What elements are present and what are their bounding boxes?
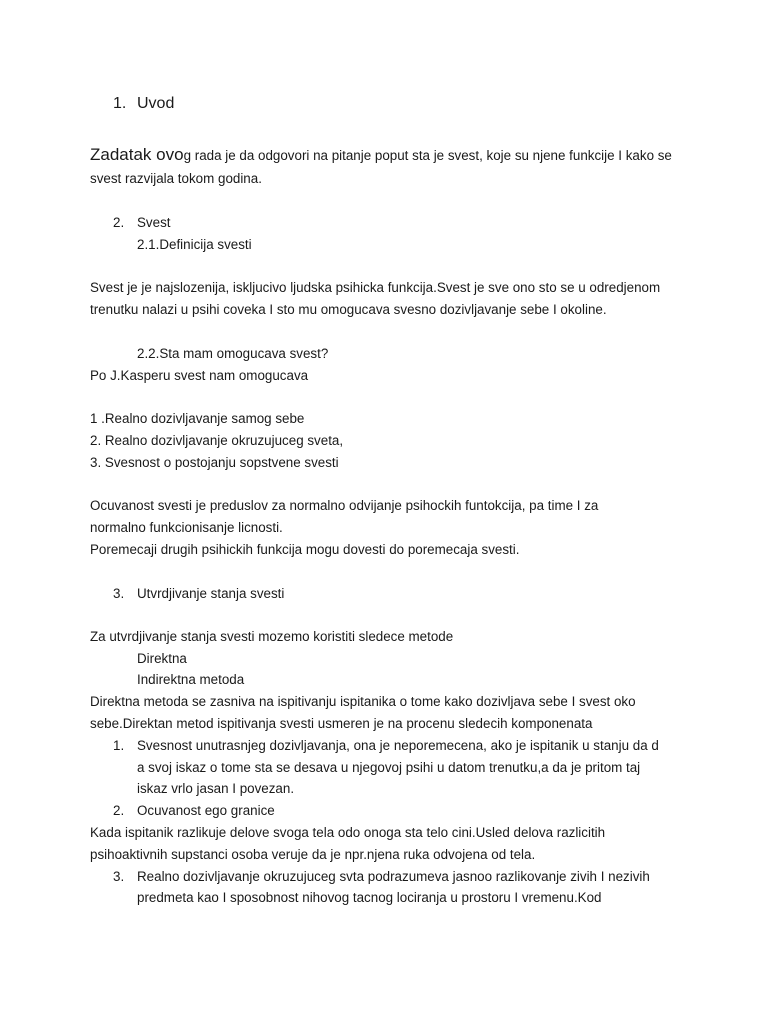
list-item-3-line-2: predmeta kao I sposobnost nihovog tacnog lociranja u prostoru I vremenu.Kod xyxy=(137,890,602,905)
heading-2-number: 2. xyxy=(113,215,125,230)
function-item-1: 1 .Realno dozivljavanje samog sebe xyxy=(90,411,305,426)
heading-3-number: 3. xyxy=(113,586,125,601)
list-item-1-line-1: Svesnost unutrasnjeg dozivljavanja, ona je neporemecena, ako je ispitanik u stanju da d xyxy=(137,738,659,753)
list-item-3-number: 3. xyxy=(113,869,125,884)
heading-3-title: Utvrdjivanje stanja svesti xyxy=(137,586,285,601)
method-indirect: Indirektna metoda xyxy=(137,672,245,687)
heading-1-number: 1. xyxy=(113,95,127,112)
function-item-3: 3. Svesnost o postojanju sopstvene svesti xyxy=(90,455,339,470)
subheading-2-1: 2.1.Definicija svesti xyxy=(137,237,252,252)
ego-desc-line-1: Kada ispitanik razlikuje delove svoga tela odo onoga sta telo cini.Usled delova razlicitih xyxy=(90,825,606,840)
list-item-2-number: 2. xyxy=(113,803,125,818)
intro-lead: Zadatak ovo xyxy=(90,145,184,164)
direct-desc-line-2: sebe.Direktan metod ispitivanja svesti usmeren je na procenu sledecih komponenata xyxy=(90,716,593,731)
methods-intro: Za utvrdjivanje stanja svesti mozemo koristiti sledece metode xyxy=(90,629,454,644)
ego-desc-line-2: psihoaktivnih supstanci osoba veruje da je npr.njena ruka odvojena od tela. xyxy=(90,847,536,862)
preserve-line-2: normalno funkcionisanje licnosti. xyxy=(90,520,283,535)
intro-line-1-rest: g rada je da odgovori na pitanje poput sta je svest, koje su njene funkcije I kako se xyxy=(183,148,672,163)
definition-line-1: Svest je je najslozenija, iskljucivo ljudska psihicka funkcija.Svest je sve ono sto se u odredjenom xyxy=(90,280,661,295)
method-direct: Direktna xyxy=(137,651,187,666)
heading-1-title: Uvod xyxy=(137,95,175,112)
list-item-3-line-1: Realno dozivljavanje okruzujuceg svta podrazumeva jasnoo razlikovanje zivih I nezivih xyxy=(137,869,650,884)
list-item-1-line-3: iskaz vrlo jasan I povezan. xyxy=(137,781,295,796)
intro-line-2: svest razvijala tokom godina. xyxy=(90,171,262,186)
list-item-2-text: Ocuvanost ego granice xyxy=(137,803,275,818)
heading-2-title: Svest xyxy=(137,215,171,230)
preserve-line-3: Poremecaji drugih psihickih funkcija mogu dovesti do poremecaja svesti. xyxy=(90,542,520,557)
list-item-1-number: 1. xyxy=(113,738,125,753)
list-item-1-line-2: a svoj iskaz o tome sta se desava u njegovoj psihi u datom trenutku,a da je pritom taj xyxy=(137,760,641,775)
function-item-2: 2. Realno dozivljavanje okruzujuceg sveta, xyxy=(90,433,344,448)
definition-line-2: trenutku nalazi u psihi coveka I sto mu omogucava svesno dozivljavanje sebe I okoline. xyxy=(90,302,607,317)
kasper-line: Po J.Kasperu svest nam omogucava xyxy=(90,368,309,383)
direct-desc-line-1: Direktna metoda se zasniva na ispitivanju ispitanika o tome kako dozivljava sebe I svest oko xyxy=(90,694,636,709)
preserve-line-1: Ocuvanost svesti je preduslov za normalno odvijanje psihockih funtokcija, pa time I za xyxy=(90,498,599,513)
subheading-2-2: 2.2.Sta mam omogucava svest? xyxy=(137,346,329,361)
intro-line-1 xyxy=(90,146,672,165)
